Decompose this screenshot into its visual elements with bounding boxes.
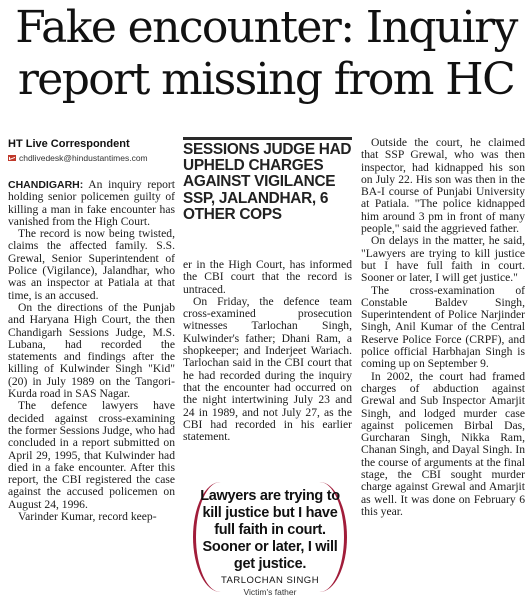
- dateline: CHANDIGARH:: [8, 179, 84, 191]
- byline-author: HT Live Correspondent: [8, 138, 130, 150]
- highlight-box: SESSIONS JUDGE HAD UPHELD CHARGES AGAINST VIGILANCE SSP, JALANDHAR, 6 OTHER COPS: [183, 137, 352, 255]
- headline: [0, 2, 532, 106]
- headline-line-2: report missing from HC: [17, 54, 515, 105]
- paragraph: Varinder Kumar, record keep-: [18, 510, 157, 524]
- article-column-1: [8, 137, 175, 523]
- paragraph: The cross-examination of Constable Baldev Singh, Superintendent of Police Narjinder Singh, Anil Kumar of the Central Reserve Police Force (CRPF), and police official Harbhajan Singh is coming up on September 9.: [361, 283, 525, 371]
- article-column-3: [361, 137, 525, 518]
- pull-quote-name: TARLOCHAN SINGH: [220, 575, 320, 586]
- pull-quote-text: Lawyers are trying to kill justice but I have full faith in court. Sooner or later, I will get justice.: [200, 488, 340, 572]
- byline-email[interactable]: [8, 151, 175, 165]
- paragraph: The defence lawyers have decided against cross-examining the former Sessions Judge, who had concluded in a report submitted on April 29, 1995, that Kulwinder had died in a fake encounter. After this report, the CBI registered the case against the accused policemen on August 24, 1996.: [8, 399, 175, 511]
- mail-icon: [8, 155, 16, 161]
- paragraph: An inquiry report holding senior policemen guilty of killing a man in fake encounter has vanished from the High Court.: [8, 178, 175, 228]
- paragraph: er in the High Court, has informed the CBI court that the record is untraced.: [183, 258, 352, 296]
- headline-line-1: Fake encounter: Inquiry: [15, 2, 517, 53]
- pull-quote-role: Victim's father: [243, 587, 297, 597]
- byline-email-text: chdlivedesk@hindustantimes.com: [19, 153, 148, 163]
- paragraph: On the directions of the Punjab and Haryana High Court, the then Chandigarh Sessions Judge, M.S. Lubana, had recorded the statements and findings after the killing of Kulwinder Singh "Kid" (20) in July 1989 on the Tangori-Kurda road in SAS Nagar.: [8, 300, 175, 401]
- paragraph: The record is now being twisted, claims the affected family. S.S. Grewal, Senior Superintendent of Police (Vigilance), Jalandhar, who was an inspector at Patiala at that time, is an accused.: [8, 227, 175, 302]
- paragraph: Outside the court, he claimed that SSP Grewal, who was then inspector, had kidnapped his son on July 22. His son was then in the BA-I course of Punjabi University at Patiala. "The police kidnapped him around 3 pm in front of many people," said the aggrieved father.: [361, 136, 525, 236]
- paragraph: On delays in the matter, he said, "Lawyers are trying to kill justice but I have full faith in court. Sooner or later, I will get justice.": [361, 234, 525, 285]
- paragraph: On Friday, the defence team cross-examined prosecution witnesses Tarlochan Singh, Kulwinder's father; Dhani Ram, a shopkeeper; and Inderjeet Wariach. Tarlochan said in the CBI court that he had recorded during the inquiry that the encounter had occurred on the night intertwining July 23 and 24 in 1989, and not July 27, as the CBI had recorded in his earlier statement.: [183, 294, 352, 444]
- paragraph: In 2002, the court had framed charges of abduction against Grewal and Sub Inspector Amarjit Singh, and lodged murder case against policemen Birbal Das, Gurcharan Singh, Nikka Ram, Chanan Singh, and Dayal Singh. In the course of arguments at the final stage, the CBI sought murder charge against Grewal and Amarjit as well. It was done on February 6 this year.: [361, 369, 525, 518]
- article-column-2: [183, 137, 352, 443]
- pull-quote-box: [193, 482, 347, 597]
